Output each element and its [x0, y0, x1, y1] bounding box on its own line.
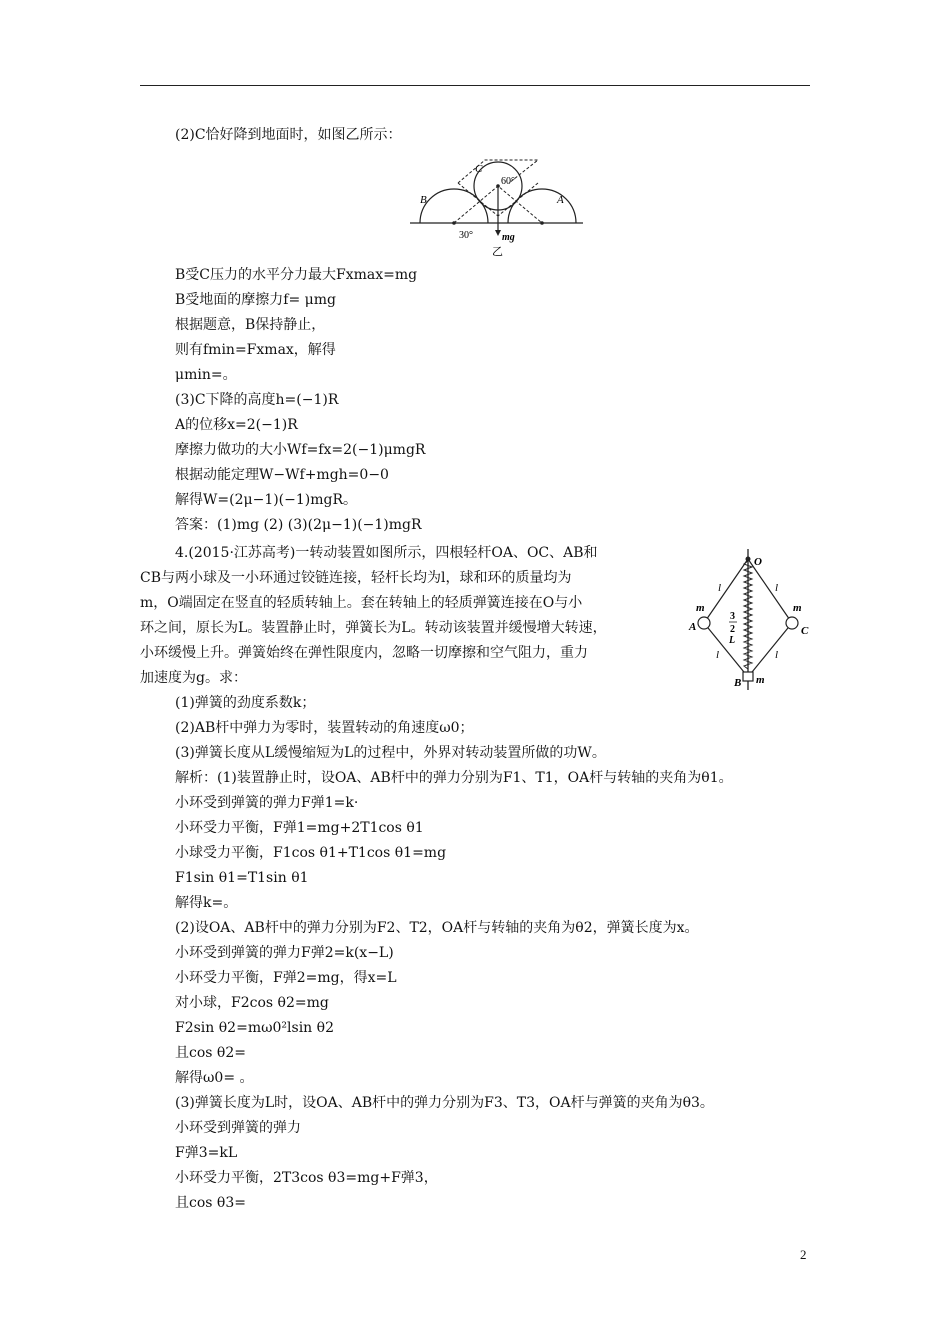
text-line: 小环受力平衡，2T3cos θ3=mg+F弹3，	[175, 1170, 438, 1186]
text-line: F弹3=kL	[175, 1145, 238, 1161]
text-line: 小环受到弹簧的弹力F弹2=k(x−L)	[175, 945, 394, 961]
page-number: 2	[800, 1247, 807, 1262]
text-line: F1sin θ1=T1sin θ1	[175, 870, 309, 886]
label-l: l	[718, 582, 722, 594]
label-m-left: m	[696, 602, 705, 614]
text-line: 解得W=(2μ−1)(−1)mgR。	[175, 492, 358, 508]
frac-L: L	[729, 635, 736, 646]
text-line: 则有fmin=Fxmax，解得	[175, 342, 336, 358]
text-line: 摩擦力做功的大小Wf=fx=2(−1)μmgR	[175, 442, 426, 458]
label-30deg: 30°	[459, 230, 473, 241]
figure-rotating-device	[680, 545, 815, 695]
text-line: B受地面的摩擦力f= μmg	[175, 292, 336, 308]
label-C: C	[801, 625, 809, 637]
text-line: 根据动能定理W−Wf+mgh=0−0	[175, 467, 389, 483]
label-A: A	[557, 194, 564, 206]
label-B: B	[734, 677, 742, 689]
figure-caption: 乙	[492, 246, 503, 258]
text-line: (3)C下降的高度h=(−1)R	[175, 392, 339, 408]
text-line: (3)弹簧长度为L时，设OA、AB杆中的弹力分别为F3、T3，OA杆与弹簧的夹角为θ3。	[175, 1095, 714, 1111]
text-line: 小环受到弹簧的弹力F弹1=k·	[175, 795, 359, 811]
header-rule	[140, 85, 810, 86]
text-line: μmin=。	[175, 367, 237, 383]
text-line: 小环受力平衡，F弹2=mg，得x=L	[175, 970, 397, 986]
text-line: 答案：(1)mg (2) (3)(2μ−1)(−1)mgR	[175, 517, 422, 533]
label-A: A	[689, 621, 697, 633]
label-l: l	[775, 649, 779, 661]
text-line: B受C压力的水平分力最大Fxmax=mg	[175, 267, 418, 283]
label-B: B	[420, 194, 427, 206]
text-line: 小环受到弹簧的弹力	[175, 1120, 301, 1136]
label-m-right: m	[793, 602, 802, 614]
text-line: (3)弹簧长度从L缓慢缩短为L的过程中，外界对转动装置所做的功W。	[175, 745, 606, 761]
text-line: F2sin θ2=mω0²lsin θ2	[175, 1020, 334, 1036]
figure-yi	[405, 150, 585, 260]
label-mg: mg	[502, 232, 515, 243]
text-line: CB与两小球及一小环通过铰链连接，轻杆长均为l，球和环的质量均为	[140, 570, 572, 586]
frac-denominator: 2	[730, 624, 735, 635]
text-line: 解得ω0= 。	[175, 1070, 254, 1086]
text-line: A的位移x=2(−1)R	[175, 417, 298, 433]
label-60deg: 60°	[501, 176, 515, 187]
text-line: 环之间，原长为L。装置静止时，弹簧长为L。转动该装置并缓慢增大转速，	[140, 620, 607, 636]
text-line: 4.(2015·江苏高考)一转动装置如图所示，四根轻杆OA、OC、AB和	[175, 545, 598, 561]
text-line: 小环缓慢上升。弹簧始终在弹性限度内，忽略一切摩擦和空气阻力，重力	[140, 645, 588, 661]
text-line: 且cos θ3=	[175, 1195, 246, 1211]
text-line: (2)AB杆中弹力为零时，装置转动的角速度ω0；	[175, 720, 474, 736]
text-line: 且cos θ2=	[175, 1045, 246, 1061]
text-line: 对小球，F2cos θ2=mg	[175, 995, 329, 1011]
label-l: l	[716, 649, 720, 661]
text-line: (2)C恰好降到地面时，如图乙所示：	[175, 127, 402, 143]
text-line: 小环受力平衡，F弹1=mg+2T1cos θ1	[175, 820, 424, 836]
label-C: C	[475, 163, 483, 175]
text-line: 解析：(1)装置静止时，设OA、AB杆中的弹力分别为F1、T1，OA杆与转轴的夹角为θ1。	[175, 770, 733, 786]
text-line: m，O端固定在竖直的轻质转轴上。套在转轴上的轻质弹簧连接在O与小	[140, 595, 583, 611]
frac-numerator: 3	[730, 611, 735, 622]
label-O: O	[754, 556, 762, 568]
text-line: 加速度为g。求：	[140, 670, 247, 686]
text-line: 根据题意，B保持静止，	[175, 317, 326, 333]
label-m-ring: m	[756, 674, 765, 686]
text-line: 解得k=。	[175, 895, 238, 911]
text-line: (1)弹簧的劲度系数k；	[175, 695, 316, 711]
label-l: l	[775, 582, 779, 594]
text-line: 小球受力平衡，F1cos θ1+T1cos θ1=mg	[175, 845, 447, 861]
text-line: (2)设OA、AB杆中的弹力分别为F2、T2，OA杆与转轴的夹角为θ2，弹簧长度为x。	[175, 920, 699, 936]
